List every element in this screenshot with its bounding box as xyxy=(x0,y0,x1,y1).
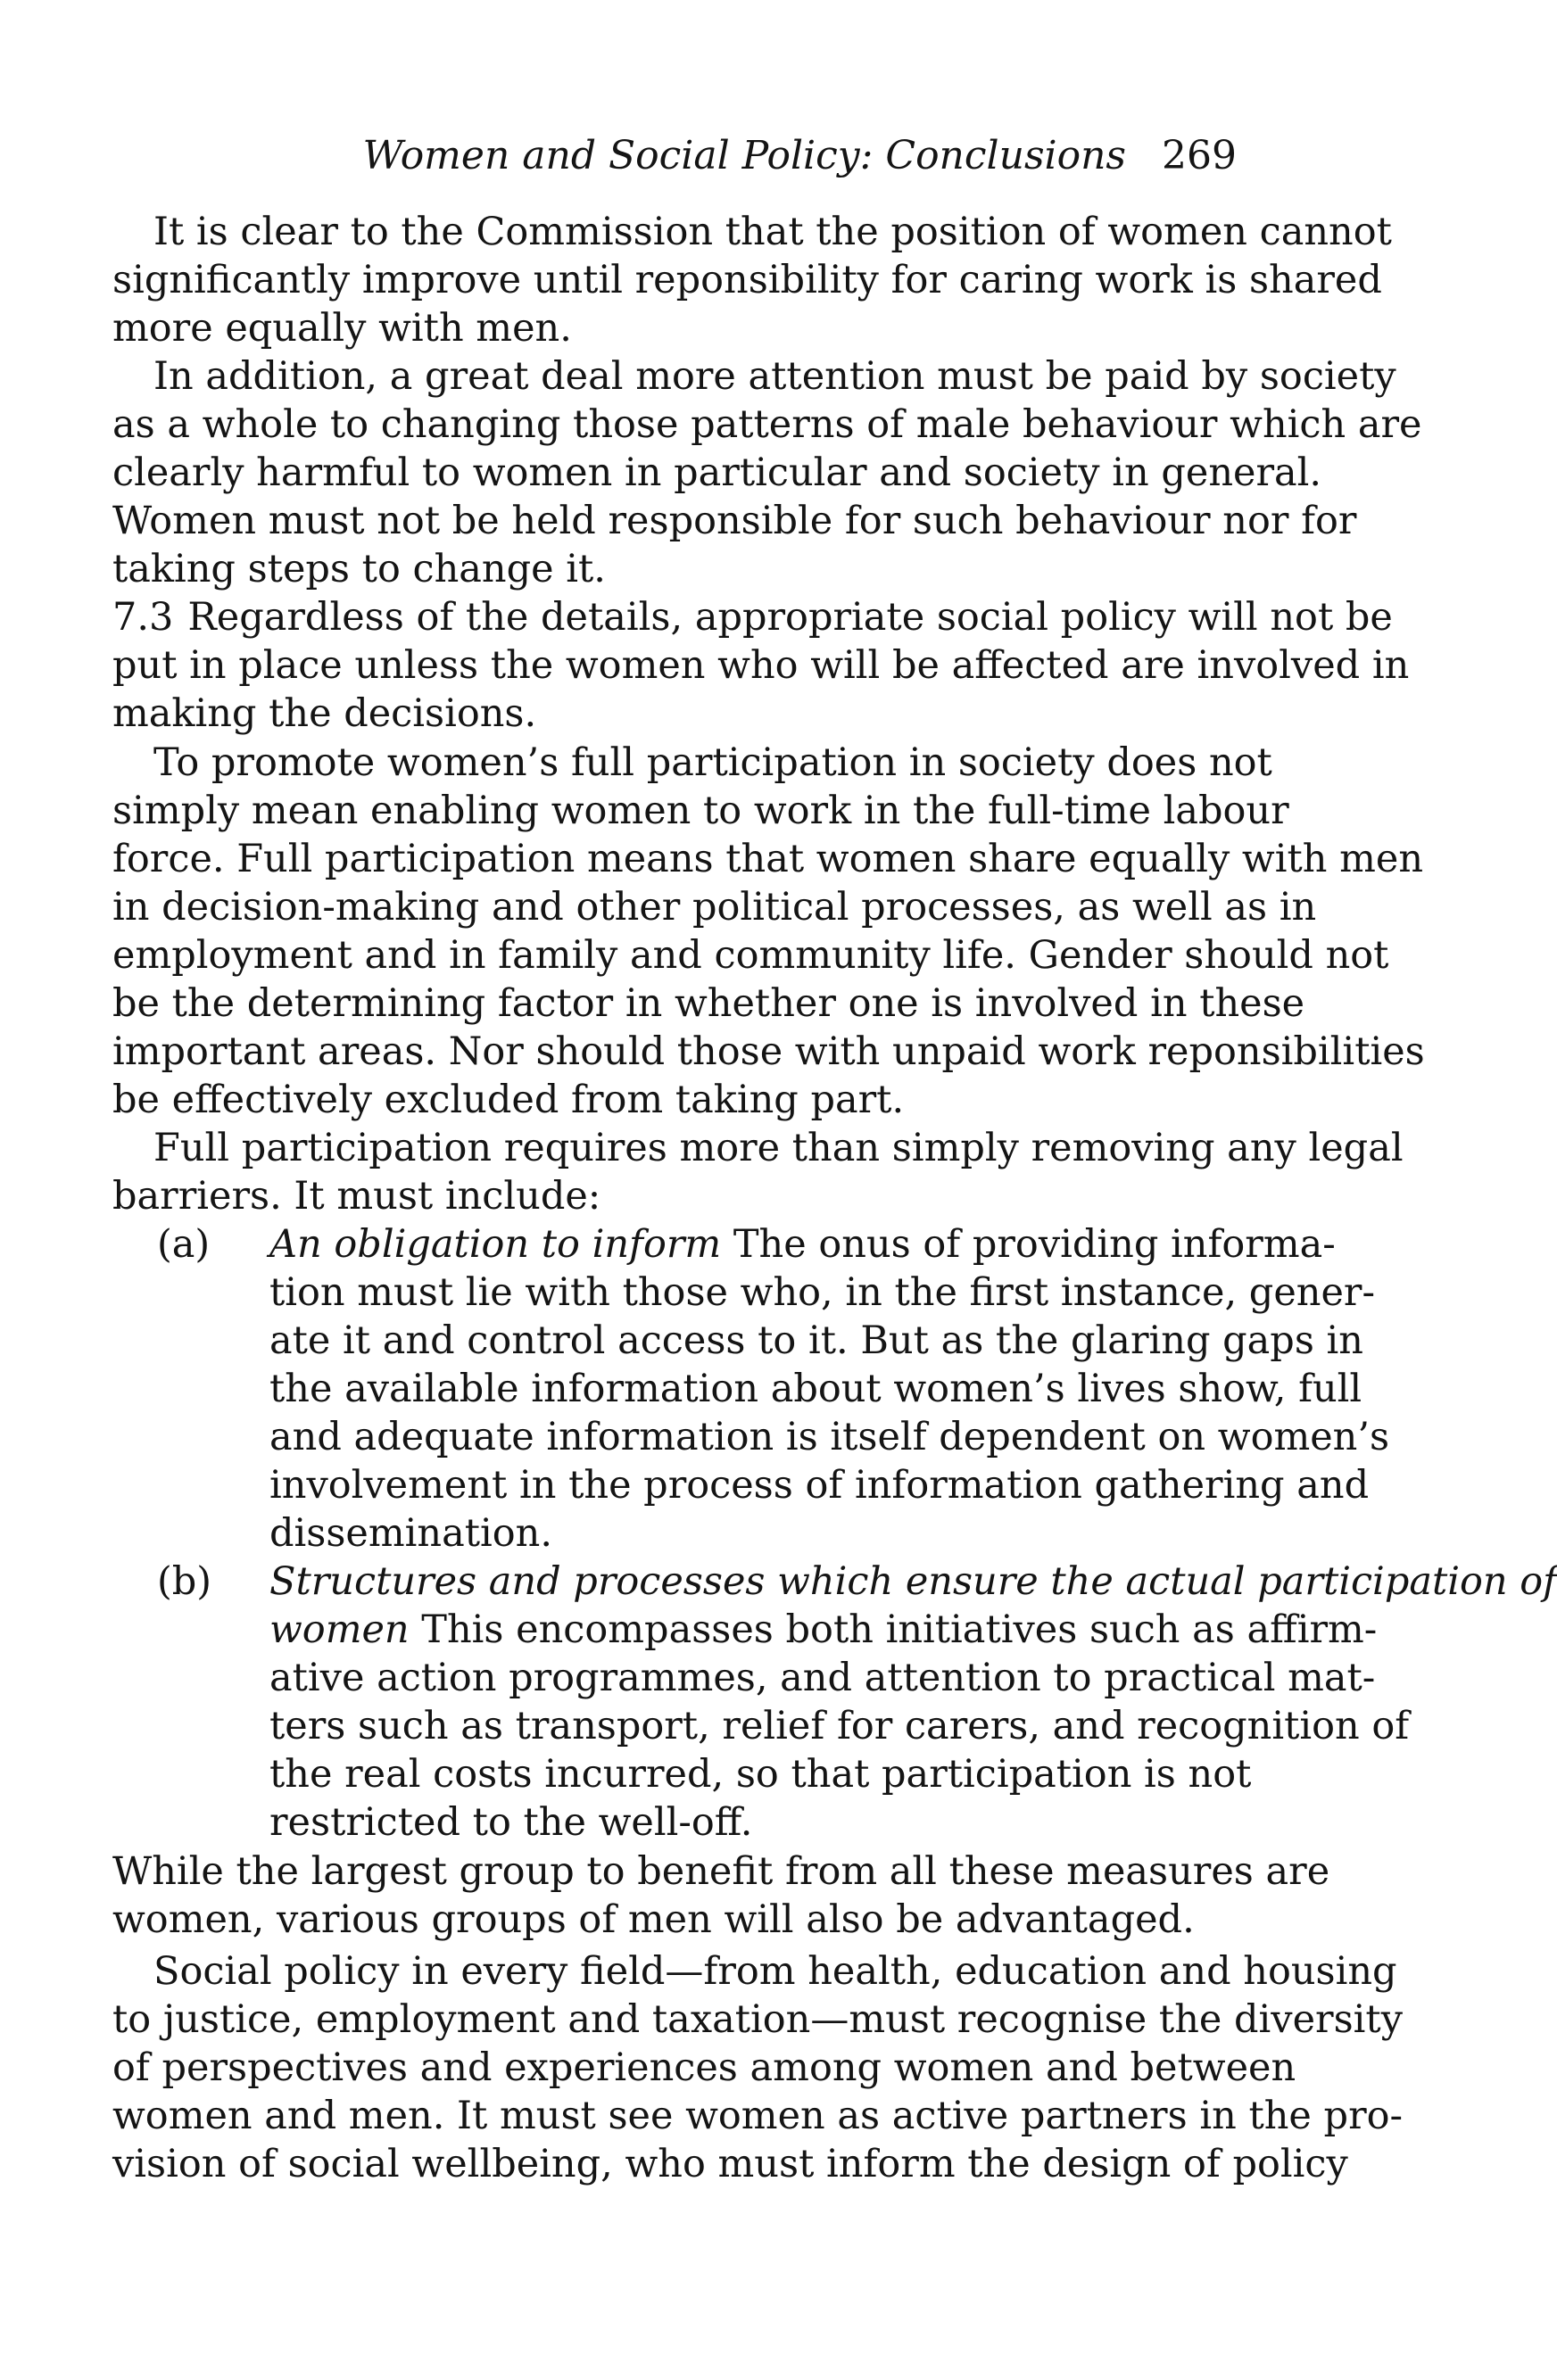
running-title: Women and Social Policy: Conclusions xyxy=(362,133,1127,178)
text-line: taking steps to change it. xyxy=(112,547,606,591)
text-line: It is clear to the Commission that the position of women cannot xyxy=(153,210,1392,254)
text-line: important areas. Nor should those with unpaid work reponsibilities xyxy=(112,1029,1425,1074)
text-line: 7.3 Regardless of the details, appropriate social policy will not be xyxy=(112,595,1393,640)
text-line: ters such as transport, relief for carers, and recognition of xyxy=(269,1704,1410,1748)
text-line: force. Full participation means that women share equally with men xyxy=(112,837,1424,881)
running-header xyxy=(112,125,1237,187)
paragraph xyxy=(112,1947,1404,2188)
text-line: to justice, employment and taxation—must recognise the diversity xyxy=(112,1997,1403,2042)
text-line: To promote women’s full participation in society does not xyxy=(153,740,1272,785)
text-line: women This encompasses both initiatives such as affirm- xyxy=(269,1607,1378,1652)
item-heading: An obligation to inform xyxy=(269,1222,722,1267)
section-number: 7.3 xyxy=(112,595,174,640)
text-line: be the determining factor in whether one is involved in these xyxy=(112,981,1305,1026)
item-heading: women xyxy=(269,1607,410,1652)
text-line: vision of social wellbeing, who must inform the design of policy xyxy=(112,2142,1348,2186)
text-line: simply mean enabling women to work in the full-time labour xyxy=(112,789,1289,833)
list-marker: (a) xyxy=(157,1222,211,1267)
text-line: tion must lie with those who, in the first instance, gener- xyxy=(269,1270,1376,1315)
numbered-paragraph xyxy=(112,593,1410,738)
text-line: involvement in the process of information gathering and xyxy=(269,1463,1370,1508)
text-line: making the decisions. xyxy=(112,691,537,736)
text-line: Social policy in every field—from health, education and housing xyxy=(153,1949,1397,1994)
text-line: In addition, a great deal more attention must be paid by society xyxy=(153,354,1396,399)
paragraph xyxy=(112,352,1422,593)
text-line: in decision-making and other political processes, as well as in xyxy=(112,885,1317,930)
page-number: 269 xyxy=(1162,133,1237,178)
list-item xyxy=(157,1220,1390,1558)
text-line: be effectively excluded from taking part. xyxy=(112,1078,905,1122)
text-line: of perspectives and experiences among women and between xyxy=(112,2045,1296,2090)
text-line: dissemination. xyxy=(269,1511,552,1556)
paragraph xyxy=(112,1124,1404,1220)
text-line: more equally with men. xyxy=(112,306,572,351)
paragraph xyxy=(112,739,1425,1124)
item-heading: Structures and processes which ensure the actual participation of xyxy=(269,1559,1557,1604)
text-line: Women must not be held responsible for such behaviour nor for xyxy=(112,499,1357,543)
text-line: as a whole to changing those patterns of male behaviour which are xyxy=(112,402,1422,447)
paragraph xyxy=(112,208,1392,352)
text-line xyxy=(157,1558,1557,1606)
text-line: ative action programmes, and attention to practical mat- xyxy=(269,1656,1376,1700)
text-line: clearly harmful to women in particular and society in general. xyxy=(112,450,1322,495)
text-line: While the largest group to benefit from all these measures are xyxy=(112,1849,1330,1894)
text-line: and adequate information is itself dependent on women’s xyxy=(269,1415,1390,1459)
text-line: the real costs incurred, so that participation is not xyxy=(269,1752,1252,1797)
text-line: (a) An obligation to inform The onus of providing informa- xyxy=(157,1222,1336,1267)
paragraph xyxy=(112,1847,1330,1944)
text-line: the available information about women’s lives show, full xyxy=(269,1367,1362,1411)
text-line: employment and in family and community life. Gender should not xyxy=(112,933,1389,978)
text-line: put in place unless the women who will be affected are involved in xyxy=(112,643,1410,688)
text-line: restricted to the well-off. xyxy=(269,1800,753,1845)
text-line: women, various groups of men will also be advantaged. xyxy=(112,1897,1195,1942)
text-line: ate it and control access to it. But as the glaring gaps in xyxy=(269,1318,1364,1363)
text-line: women and men. It must see women as active partners in the pro- xyxy=(112,2094,1404,2138)
text-line: significantly improve until reponsibility for caring work is shared xyxy=(112,258,1382,302)
list-item xyxy=(157,1558,1557,1847)
list-marker: (b) xyxy=(157,1559,212,1604)
text-line: barriers. It must include: xyxy=(112,1174,601,1219)
text-line: Full participation requires more than simply removing any legal xyxy=(153,1126,1404,1170)
